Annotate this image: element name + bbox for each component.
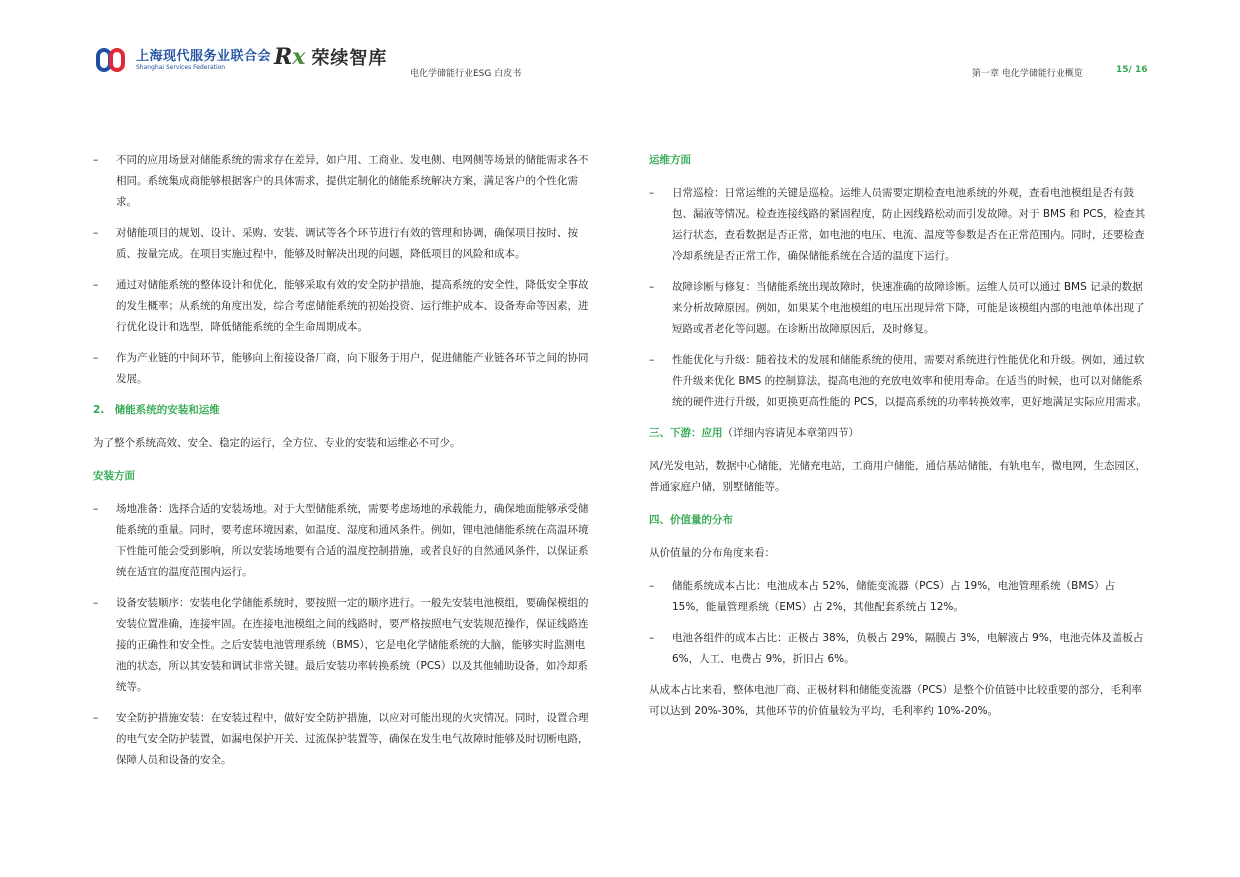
- list-item: [649, 183, 1149, 267]
- list-item-text: 日常巡检：日常运维的关键是巡检。运维人员需要定期检查电池系统的外观，查看电池模组是否有鼓包、漏液等情况。检查连接线路的紧固程度，防止因线路松动而引发故障。对于 BMS 和 PCS，检查其运行状态，查看数据是否正常，如电池的电压、电流、温度等参数是否在正常范围内。同时，还要检查冷却系统是否正常工作，确保储能系统在合适的温度下运行。: [672, 187, 1146, 262]
- value-intro: 从价值量的分布角度来看：: [649, 547, 775, 559]
- subheading-operations: 运维方面: [649, 154, 691, 166]
- list-dash: –: [93, 597, 99, 609]
- value-conclusion: 从成本占比来看，整体电池厂商、正极材料和储能变流器（PCS）是整个价值链中比较重要的部分，毛利率可以达到 20%-30%，其他环节的价值量较为平均，毛利率约 10%-20%。: [649, 684, 1142, 717]
- list-dash: –: [649, 187, 655, 199]
- federation-logo-mark-icon: [96, 46, 130, 76]
- list-dash: –: [649, 580, 655, 592]
- list-item-text: 作为产业链的中间环节，能够向上衔接设备厂商，向下服务于用户，促进储能产业链各环节之间的协同发展。: [116, 352, 589, 385]
- list-dash: –: [93, 279, 99, 291]
- list-item-text: 通过对储能系统的整体设计和优化，能够采取有效的安全防护措施，提高系统的安全性，降低安全事故的发生概率；从系统的角度出发，综合考虑储能系统的初始投资、运行维护成本、设备寿命等因素，进行优化设计和选型，降低储能系统的全生命周期成本。: [116, 279, 589, 333]
- right-column: [649, 150, 1149, 734]
- list-dash: –: [93, 154, 99, 166]
- page-number: 15/ 16: [1116, 65, 1148, 75]
- list-item: [93, 348, 593, 390]
- list-dash: –: [649, 281, 655, 293]
- list-item-text: 设备安装顺序：安装电化学储能系统时，要按照一定的顺序进行。一般先安装电池模组，要确保模组的安装位置准确，连接牢固。在连接电池模组之间的线路时，要严格按照电气安装规范操作，保证线路连接的正确性和安全性。之后安装电池管理系统（BMS），它是电化学储能系统的大脑，能够实时监测电池的状态，所以其安装和调试非常关键。最后安装功率转换系统（PCS）以及其他辅助设备，如冷却系统等。: [116, 597, 589, 693]
- list-item-text: 电池各组件的成本占比：正极占 38%，负极占 29%，隔膜占 3%，电解液占 9%，电池壳体及盖板占 6%，人工、电费占 9%，折旧占 6%。: [672, 632, 1144, 665]
- list-item: [649, 277, 1149, 340]
- list-item: [649, 628, 1149, 670]
- list-dash: –: [93, 352, 99, 364]
- list-item: [93, 223, 593, 265]
- list-item: [649, 576, 1149, 618]
- list-item-text: 场地准备：选择合适的安装场地。对于大型储能系统，需要考虑场地的承载能力，确保地面能够承受储能系统的重量。同时，要考虑环境因素，如温度、湿度和通风条件。例如，锂电池储能系统在高温环境下性能可能会受到影响，所以安装场地要有合适的温度控制措施，或者良好的自然通风条件，以保证系统在适宜的温度范围内运行。: [116, 503, 589, 578]
- downstream-note: （详细内容请见本章第四节）: [722, 427, 859, 439]
- list-dash: –: [649, 632, 655, 644]
- left-column: [93, 150, 593, 781]
- rx-logo-name: 荣续智库: [311, 48, 388, 69]
- list-dash: –: [93, 503, 99, 515]
- list-item-text: 不同的应用场景对储能系统的需求存在差异，如户用、工商业、发电侧、电网侧等场景的储能需求各不相同。系统集成商能够根据客户的具体需求，提供定制化的储能系统解决方案，满足客户的个性化需求。: [116, 154, 589, 208]
- list-item-text: 性能优化与升级：随着技术的发展和储能系统的使用，需要对系统进行性能优化和升级。例如，通过软件升级来优化 BMS 的控制算法，提高电池的充放电效率和使用寿命。在适当的时候，也可以对储能系统的硬件进行升级，如更换更高性能的 PCS，以提高系统的功率转换效率，更好地满足实际应用需求。: [672, 354, 1148, 408]
- downstream-heading-text: 三、下游：应用: [649, 427, 723, 439]
- section-heading-installation-ops: 2. 储能系统的安装和运维: [93, 404, 220, 416]
- downstream-text: 风/光发电站，数据中心储能，光储充电站，工商用户储能，通信基站储能，有轨电车，微电网，生态园区，普通家庭户储，别墅储能等。: [649, 460, 1147, 493]
- list-item: [93, 150, 593, 213]
- chapter-title: 第一章 电化学储能行业概览: [972, 69, 1083, 79]
- list-dash: –: [93, 227, 99, 239]
- list-dash: –: [93, 712, 99, 724]
- list-item: [649, 350, 1149, 413]
- rx-logo-mark-icon: Rx: [274, 44, 306, 70]
- list-item: [93, 275, 593, 338]
- section-intro: 为了整个系统高效、安全、稳定的运行，全方位、专业的安装和运维必不可少。: [93, 437, 461, 449]
- subheading-installation: 安装方面: [93, 470, 135, 482]
- federation-name-cn: 上海现代服务业联合会: [136, 49, 272, 64]
- federation-name-en: Shanghai Services Federation: [136, 64, 226, 71]
- list-item: [93, 593, 593, 698]
- list-item-text: 储能系统成本占比：电池成本占 52%，储能变流器（PCS）占 19%，电池管理系统（BMS）占 15%，能量管理系统（EMS）占 2%，其他配套系统占 12%。: [672, 580, 1116, 613]
- list-item-text: 对储能项目的规划、设计、采购、安装、调试等各个环节进行有效的管理和协调，确保项目按时、按质、按量完成。在项目实施过程中，能够及时解决出现的问题，降低项目的风险和成本。: [116, 227, 578, 260]
- section-heading-value-distribution: 四、价值量的分布: [649, 514, 733, 526]
- document-title: 电化学储能行业ESG 白皮书: [410, 69, 522, 79]
- list-dash: –: [649, 354, 655, 366]
- list-item: [93, 708, 593, 771]
- list-item: [93, 499, 593, 583]
- shanghai-services-federation-logo: [96, 46, 271, 76]
- list-item-text: 故障诊断与修复：当储能系统出现故障时，快速准确的故障诊断。运维人员可以通过 BMS 记录的数据来分析故障原因。例如，如果某个电池模组的电压出现异常下降，可能是该模组内部的电池单体出现了短路或者老化等问题。在诊断出故障原因后，及时修复。: [672, 281, 1145, 335]
- rongxu-think-tank-logo: [274, 44, 387, 70]
- page-header: [0, 0, 1240, 100]
- list-item-text: 安全防护措施安装：在安装过程中，做好安全防护措施，以应对可能出现的火灾情况。同时，设置合理的电气安全防护装置，如漏电保护开关、过流保护装置等，确保在发生电气故障时能够及时切断电路，保障人员和设备的安全。: [116, 712, 589, 766]
- section-heading-downstream: [649, 423, 1149, 444]
